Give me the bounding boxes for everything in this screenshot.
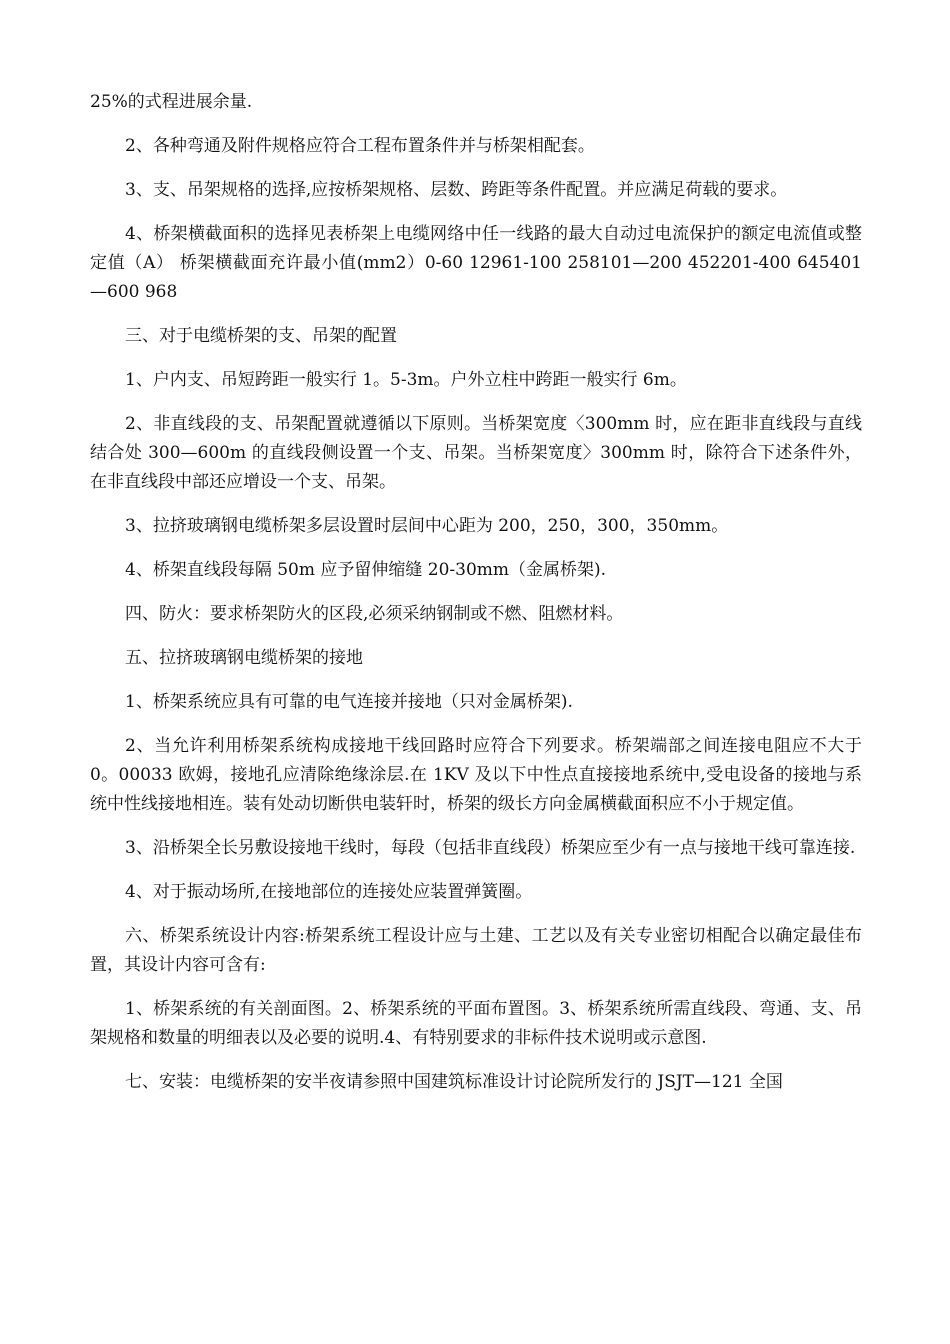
paragraph-vibration: 4、对于振动场所,在接地部位的连接处应装置弹簧圈。 <box>125 882 533 902</box>
paragraph-grounding-trunk: 3、沿桥架全长另敷设接地干线时，每段（包括非直线段）桥架应至少有一点与接地干线可靠连接. <box>125 838 856 858</box>
paragraph-allowance: 25%的式程进展余量. <box>90 92 253 112</box>
paragraph-support-selection: 3、支、吊架规格的选择,应按桥架规格、层数、跨距等条件配置。并应满足荷载的要求。 <box>125 180 788 200</box>
document-page <box>90 88 862 1112</box>
paragraph-expansion-joint: 4、桥架直线段每隔 50m 应予留伸缩缝 20-30mm（金属桥架). <box>125 560 607 580</box>
paragraph-bends-fittings: 2、各种弯通及附件规格应符合工程布置条件并与桥架相配套。 <box>125 136 595 156</box>
section-heading-installation: 七、安装：电缆桥架的安半夜请参照中国建筑标准设计讨论院所发行的 JSJT—121 全国 <box>125 1072 783 1092</box>
paragraph-design-contents: 1、桥架系统的有关剖面图。2、桥架系统的平面布置图。3、桥架系统所需直线段、弯通、支、吊架规格和数量的明细表以及必要的说明.4、有特别要求的非标件技术说明或示意图. <box>90 999 862 1048</box>
section-heading-grounding: 五、拉挤玻璃钢电缆桥架的接地 <box>125 648 363 668</box>
paragraph-grounding-requirements: 2、当允许利用桥架系统构成接地干线回路时应符合下列要求。桥架端部之间连接电阻应不大于 0。00033 欧姆，接地孔应清除绝缘涂层.在 1KV 及以下中性点直接接地系统中,受电设备的接地与系统中性线接地相连。装有处动切断供电装轩时，桥架的级长方向金属横截面积应不小于规定值。 <box>90 736 862 814</box>
section-heading-design: 六、桥架系统设计内容:桥架系统工程设计应与土建、工艺以及有关专业密切相配合以确定最佳布置，其设计内容可含有: <box>90 926 862 975</box>
paragraph-layer-spacing: 3、拉挤玻璃钢电缆桥架多层设置时层间中心距为 200，250，300，350mm。 <box>125 516 729 536</box>
section-heading-fire: 四、防火：要求桥架防火的区段,必须采纳钢制或不燃、阻燃材料。 <box>125 604 624 624</box>
paragraph-grounding-reliable: 1、桥架系统应具有可靠的电气连接并接地（只对金属桥架). <box>125 692 573 712</box>
section-heading-supports: 三、对于电缆桥架的支、吊架的配置 <box>125 326 397 346</box>
paragraph-non-straight-supports: 2、非直线段的支、吊架配置就遵循以下原则。当桥架宽度〈300mm 时，应在距非直线段与直线结合处 300—600m 的直线段侧设置一个支、吊架。当桥架宽度〉300mm 时，除符合下述条件外，在非直线段中部还应增设一个支、吊架。 <box>90 414 862 492</box>
paragraph-span: 1、户内支、吊短跨距一般实行 1。5-3m。户外立柱中跨距一般实行 6m。 <box>125 370 687 390</box>
paragraph-cross-section: 4、桥架横截面积的选择见表桥架上电缆网络中任一线路的最大自动过电流保护的额定电流值或整定值（A） 桥架横截面充许最小值(mm2）0-60 12961-100 258101—200 452201-400 645401—600 968 <box>90 224 862 302</box>
